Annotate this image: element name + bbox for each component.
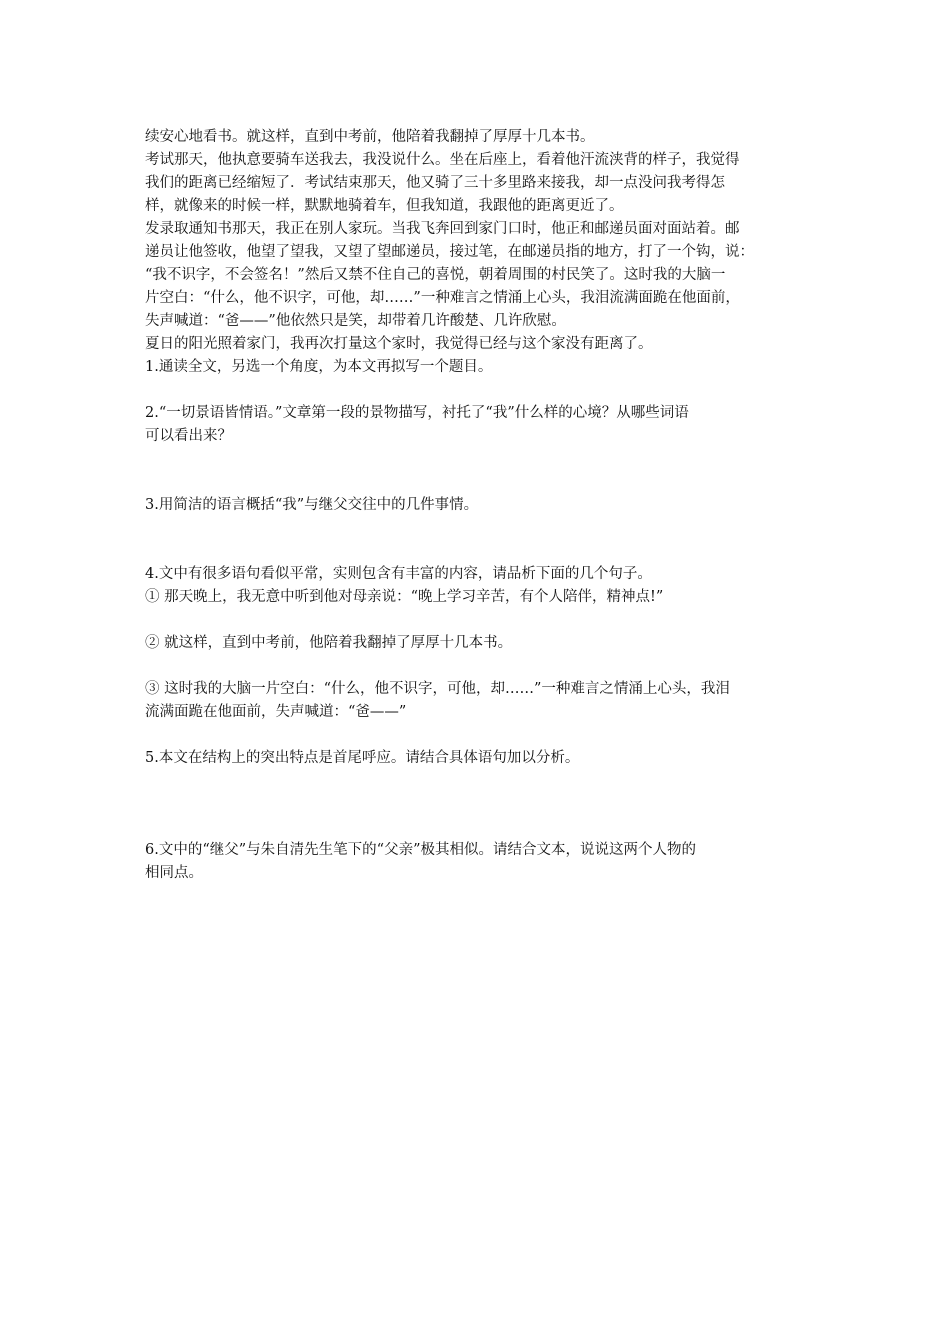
passage-line: 样，就像来的时候一样，默默地骑着车，但我知道，我跟他的距离更近了。 xyxy=(145,198,624,214)
passage-line: 续安心地看书。就这样，直到中考前，他陪着我翻掉了厚厚十几本书。 xyxy=(145,129,595,145)
question-1: 1.通读全文，另选一个角度，为本文再拟写一个题目。 xyxy=(145,359,493,375)
passage-line: 发录取通知书那天，我正在别人家玩。当我飞奔回到家门口时，他正和邮递员面对面站着。邮 xyxy=(145,221,740,237)
passage xyxy=(145,126,807,356)
question-6-line-1: 6.文中的“继父”与朱自清先生笔下的“父亲”极其相似。请结合文本，说说这两个人物的 xyxy=(145,842,696,858)
answer-space-2 xyxy=(145,448,807,494)
answer-space-3 xyxy=(145,517,807,563)
answer-space-5 xyxy=(145,770,807,839)
question-5: 5.本文在结构上的突出特点是首尾呼应。请结合具体语句加以分析。 xyxy=(145,750,580,766)
question-2-line-1: 2.“一切景语皆情语。”文章第一段的景物描写，衬托了“我”什么样的心境？从哪些词语 xyxy=(145,405,689,421)
passage-line: “我不识字，不会签名！”然后又禁不住自己的喜悦，朝着周围的村民笑了。这时我的大脑一 xyxy=(145,267,726,283)
question-4: 4.文中有很多语句看似平常，实则包含有丰富的内容，请品析下面的几个句子。 xyxy=(145,566,652,582)
passage-line: 片空白：“什么，他不识字，可他，却……”一种难言之情涌上心头，我泪流满面跪在他面前， xyxy=(145,290,740,306)
question-6-line-2: 相同点。 xyxy=(145,865,203,881)
question-2-line-2: 可以看出来？ xyxy=(145,428,232,444)
question-3: 3.用简洁的语言概括“我”与继父交往中的几件事情。 xyxy=(145,497,479,513)
answer-space-4-3 xyxy=(145,724,807,747)
question-4-sentence-2: ② 就这样，直到中考前，他陪着我翻掉了厚厚十几本书。 xyxy=(145,635,513,651)
passage-line: 失声喊道：“爸——”他依然只是笑，却带着几许酸楚、几许欣慰。 xyxy=(145,313,566,329)
question-4-sentence-3-line-1: ③ 这时我的大脑一片空白：“什么，他不识字，可他，却……”一种难言之情涌上心头，我泪 xyxy=(145,681,730,697)
passage-line: 我们的距离已经缩短了．考试结束那天，他又骑了三十多里路来接我，却一点没问我考得怎 xyxy=(145,175,725,191)
passage-line: 考试那天，他执意要骑车送我去，我没说什么。坐在后座上，看着他汗流浃背的样子，我觉得 xyxy=(145,152,740,168)
answer-space-1 xyxy=(145,379,807,402)
question-4-sentence-3-line-2: 流满面跪在他面前，失声喊道：“爸——” xyxy=(145,704,407,720)
passage-line: 递员让他签收，他望了望我，又望了望邮递员，接过笔，在邮递员指的地方，打了一个钩，说： xyxy=(145,244,754,260)
answer-space-4-2 xyxy=(145,655,807,678)
question-4-sentence-1: ① 那天晚上，我无意中听到他对母亲说：“晚上学习辛苦，有个人陪伴，精神点!” xyxy=(145,589,664,605)
passage-line: 夏日的阳光照着家门，我再次打量这个家时，我觉得已经与这个家没有距离了。 xyxy=(145,336,653,352)
answer-space-4-1 xyxy=(145,609,807,632)
document-content xyxy=(145,126,807,885)
